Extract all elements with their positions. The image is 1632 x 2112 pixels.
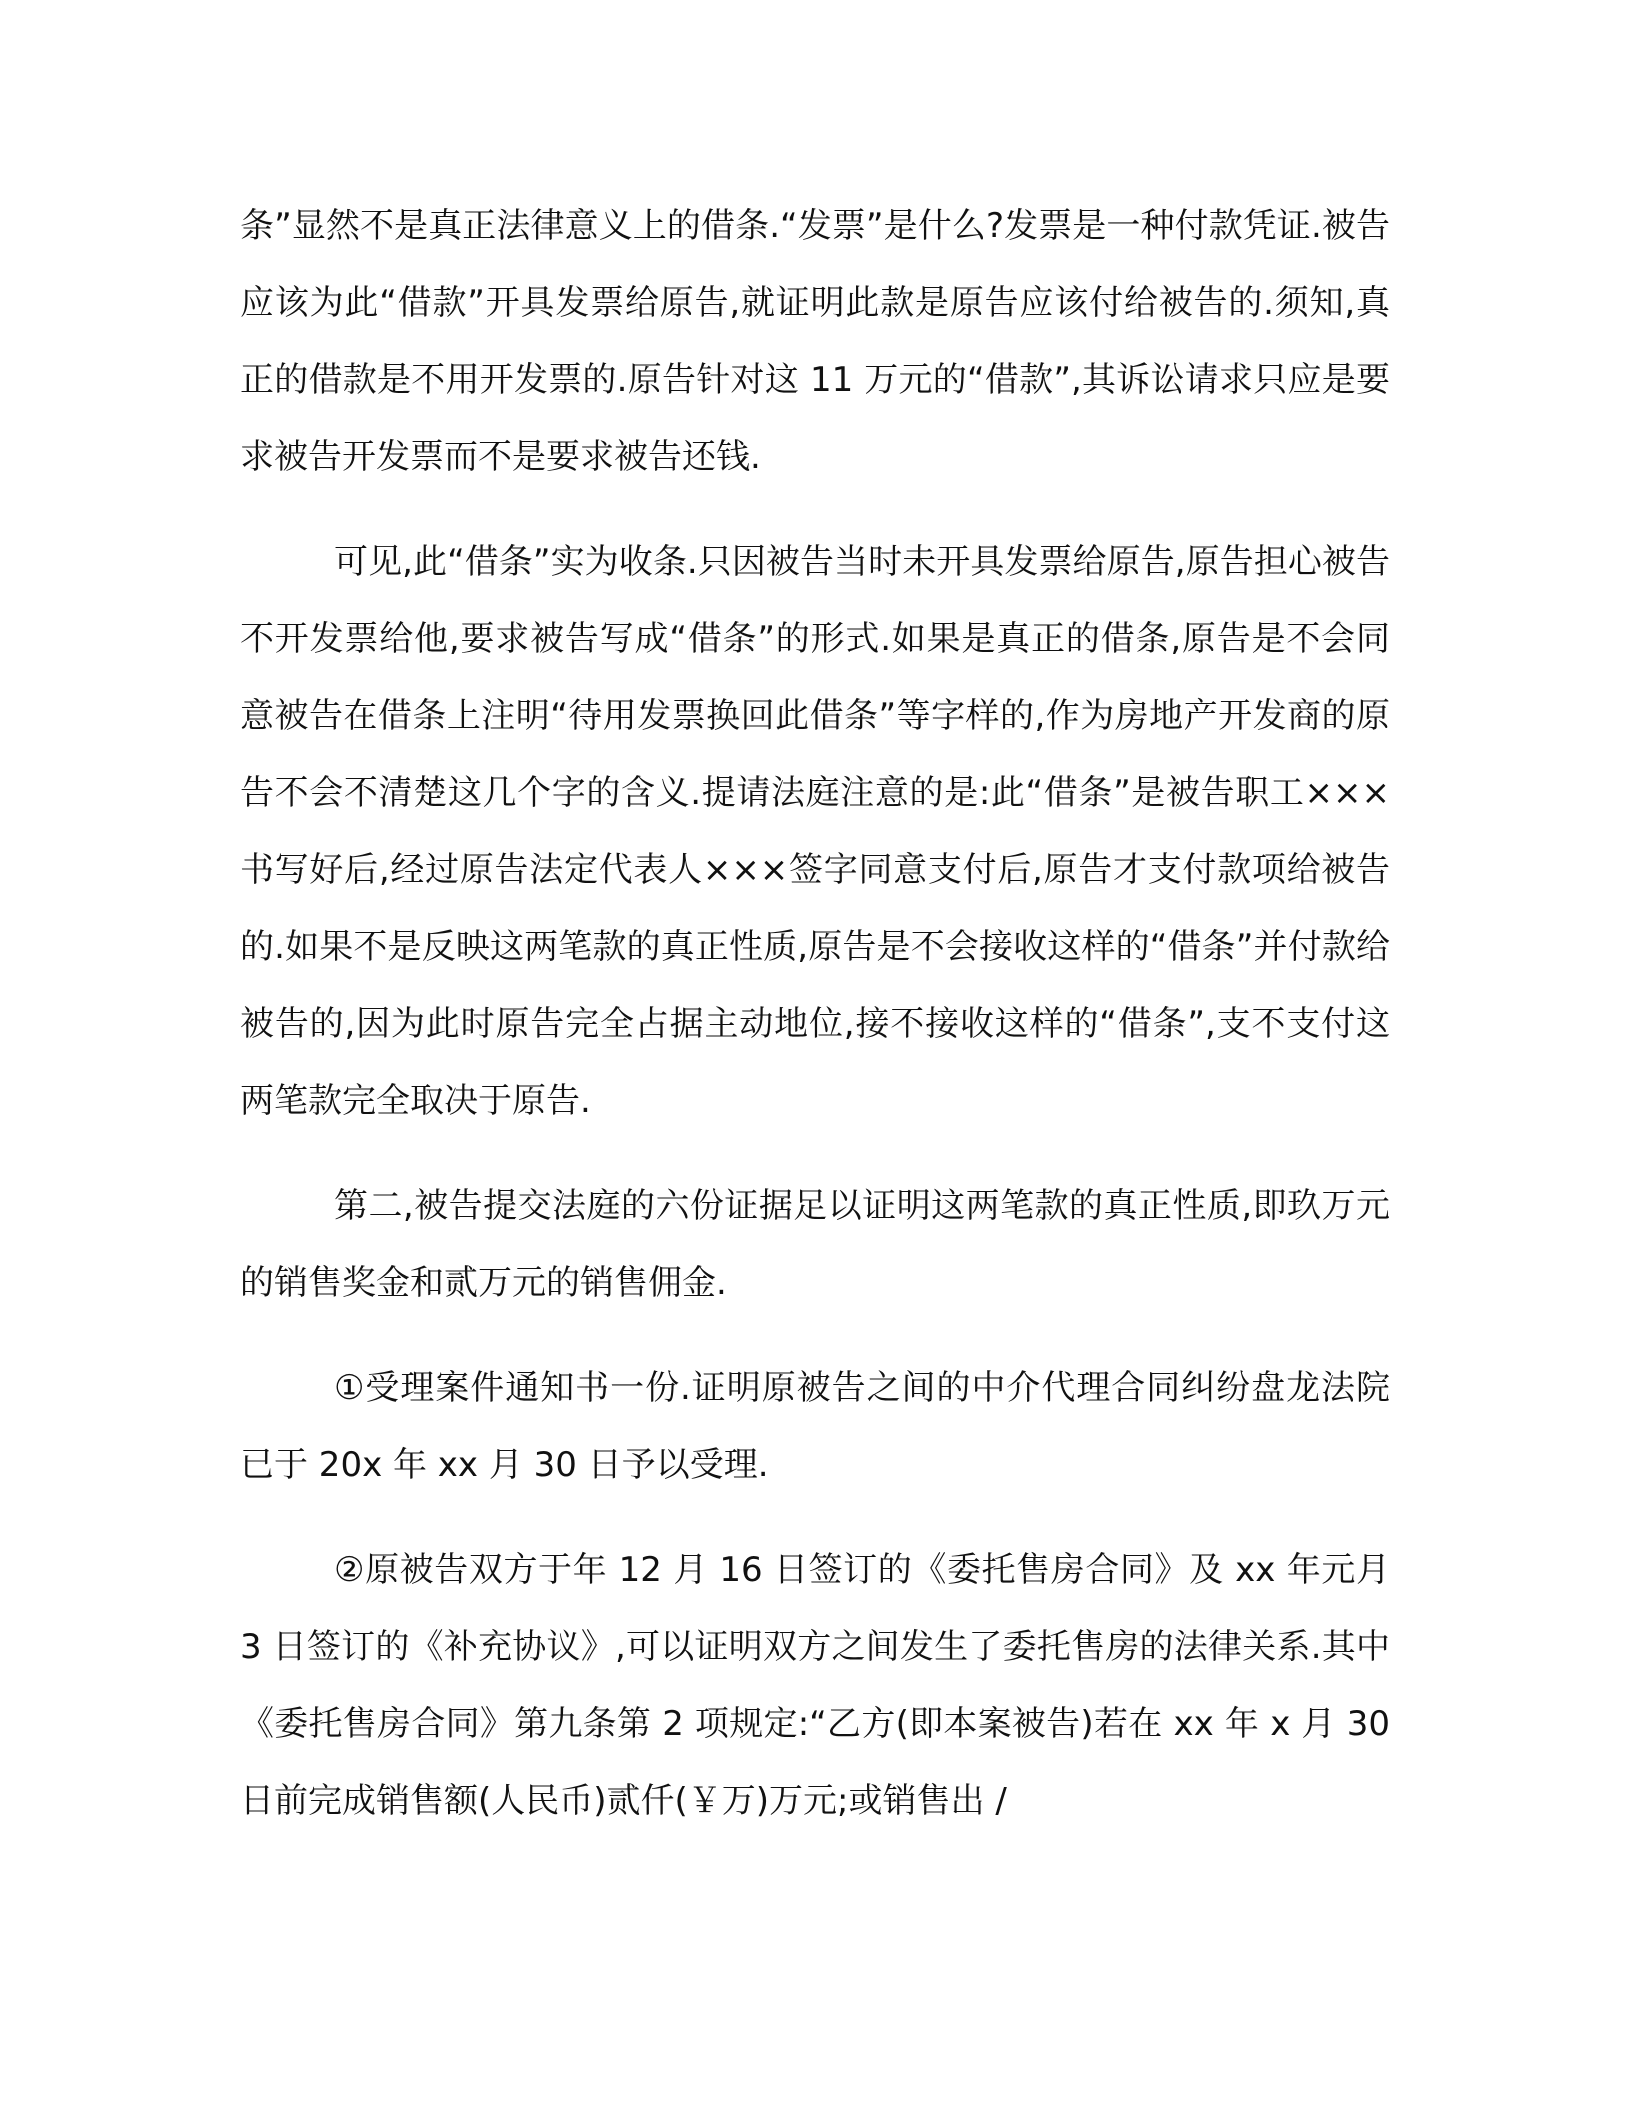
paragraph-4: ①受理案件通知书一份.证明原被告之间的中介代理合同纠纷盘龙法院已于 20x 年 xx 月 30 日予以受理.: [240, 1368, 1390, 1485]
paragraph-2: 可见,此“借条”实为收条.只因被告当时未开具发票给原告,原告担心被告不开发票给他,要求被告写成“借条”的形式.如果是真正的借条,原告是不会同意被告在借条上注明“待用发票换回此借条”等字样的,作为房地产开发商的原告不会不清楚这几个字的含义.提请法庭注意的是:此“借条”是被告职工×××书写好后,经过原告法定代表人×××签字同意支付后,原告才支付款项给被告的.如果不是反映这两笔款的真正性质,原告是不会接收这样的“借条”并付款给被告的,因为此时原告完全占据主动地位,接不接收这样的“借条”,支不支付这两笔款完全取决于原告.: [240, 542, 1390, 1121]
paragraph-5: ②原被告双方于年 12 月 16 日签订的《委托售房合同》及 xx 年元月 3 日签订的《补充协议》,可以证明双方之间发生了委托售房的法律关系.其中《委托售房合同》第九条第 2 项规定:“乙方(即本案被告)若在 xx 年 x 月 30 日前完成销售额(人民币)贰仟(￥万)万元;或销售出 /: [240, 1550, 1390, 1821]
document-body: [240, 188, 1390, 1868]
paragraph-3: 第二,被告提交法庭的六份证据足以证明这两笔款的真正性质,即玖万元的销售奖金和贰万元的销售佣金.: [240, 1186, 1390, 1303]
paragraph-1: 条”显然不是真正法律意义上的借条.“发票”是什么?发票是一种付款凭证.被告应该为此“借款”开具发票给原告,就证明此款是原告应该付给被告的.须知,真正的借款是不用开发票的.原告针对这 11 万元的“借款”,其诉讼请求只应是要求被告开发票而不是要求被告还钱.: [240, 206, 1390, 477]
